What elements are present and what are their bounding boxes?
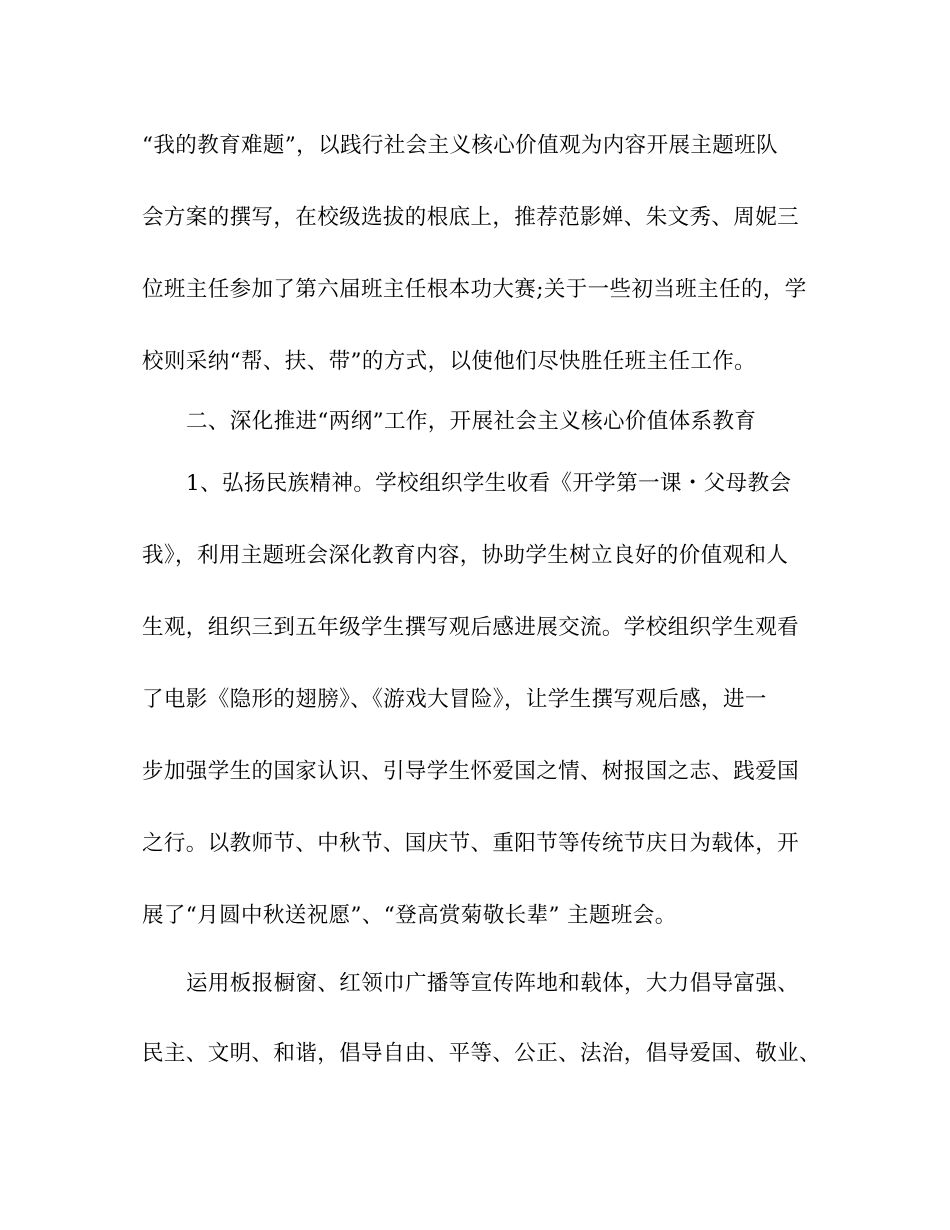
text-line-13: 运用板报橱窗、红领巾广播等宣传阵地和载体，大力倡导富强、: [186, 971, 800, 996]
text-line-1: “我的教育难题”，以践行社会主义核心价值观为内容开展主题班队: [142, 133, 778, 158]
text-line-6: 1、弘扬民族精神。学校组织学生收看《开学第一课・父母教会: [186, 471, 792, 496]
text-line-3: 位班主任参加了第六届班主任根本功大赛;关于一些初当班主任的，学: [142, 277, 807, 302]
text-line-14: 民主、文明、和谐，倡导自由、平等、公正、法治，倡导爱国、敬业、: [142, 1041, 821, 1066]
text-line-2: 会方案的撰写，在校级选拔的根底上，推荐范影婵、朱文秀、周妮三: [142, 205, 800, 230]
text-line-12: 展了“月圆中秋送祝愿”、“登高赏菊敬长辈” 主题班会。: [142, 903, 677, 928]
text-line-11: 之行。以教师节、中秋节、国庆节、重阳节等传统节庆日为载体，开: [142, 831, 800, 856]
text-line-9: 了电影《隐形的翅膀》、《游戏大冒险》，让学生撰写观后感，进一: [142, 687, 767, 712]
text-line-7: 我》，利用主题班会深化教育内容，协助学生树立良好的价值观和人: [142, 543, 789, 568]
text-line-10: 步加强学生的国家认识、引导学生怀爱国之情、树报国之志、践爱国: [142, 759, 800, 784]
section-heading: 二、深化推进“两纲”工作，开展社会主义核心价值体系教育: [186, 409, 757, 434]
text-line-8: 生观，组织三到五年级学生撰写观后感进展交流。学校组织学生观看: [142, 615, 800, 640]
text-line-4: 校则采纳“帮、扶、带”的方式，以使他们尽快胜任班主任工作。: [142, 349, 757, 374]
